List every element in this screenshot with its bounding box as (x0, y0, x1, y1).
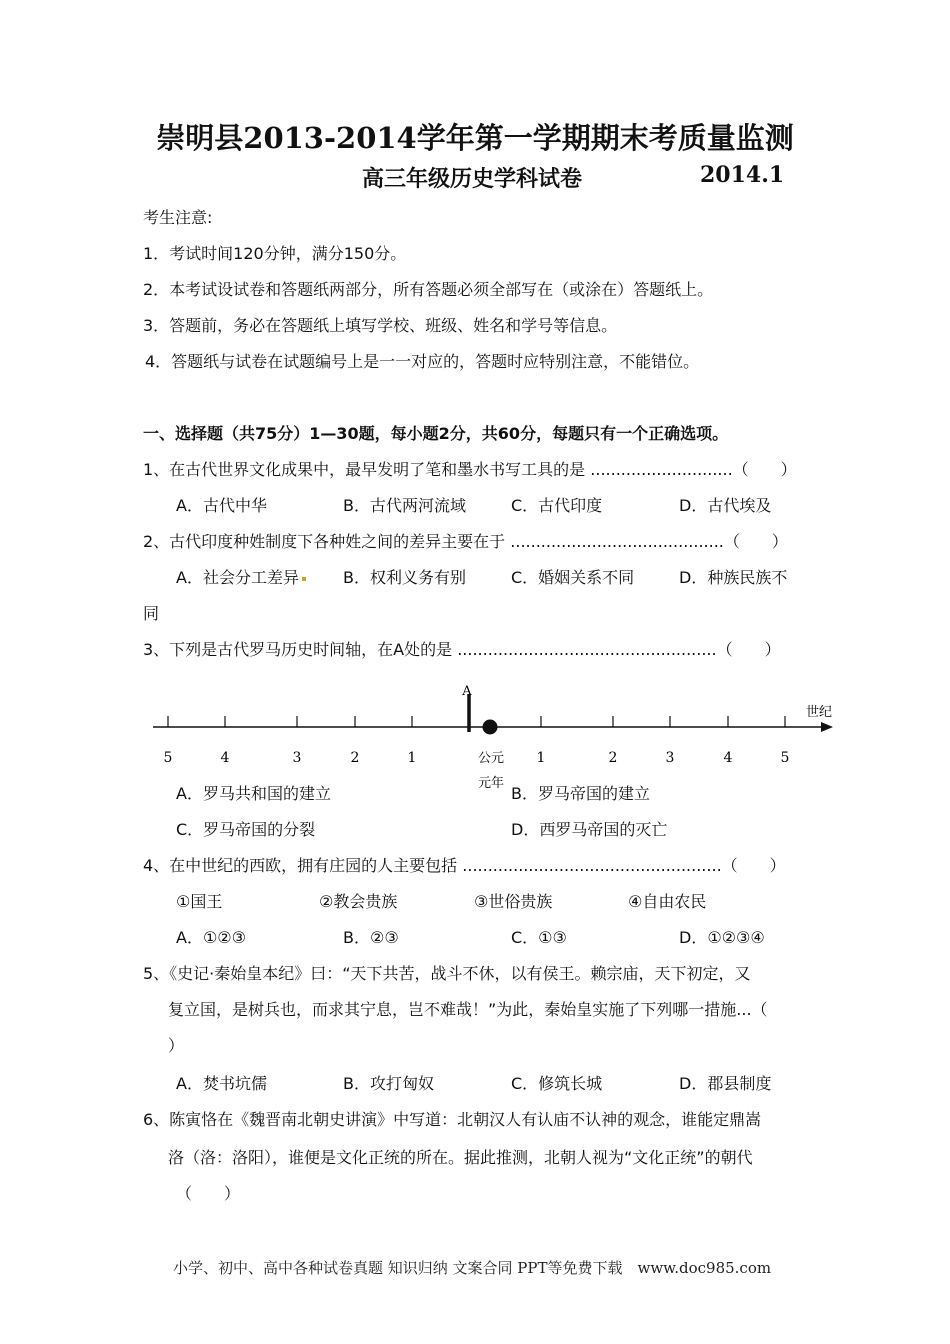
timeline-unit-label: 世纪 (805, 705, 833, 720)
q5-option-c: C．修筑长城 (511, 1074, 603, 1093)
q3-option-b: B．罗马帝国的建立 (511, 784, 650, 803)
timeline-tick-right-5: 5 (780, 750, 790, 766)
section-heading: 一、选择题（共75分）1—30题，每小题2分，共60分，每题只有一个正确选项。 (143, 424, 729, 443)
timeline-origin-label-1: 公元 (477, 751, 505, 766)
timeline-origin-dot (483, 720, 498, 735)
q5-option-a: A．焚书坑儒 (176, 1074, 267, 1093)
timeline-tick-left-5: 5 (163, 750, 173, 766)
q3-option-d: D．西罗马帝国的灭亡 (511, 820, 668, 839)
q1-stem: 1、在古代世界文化成果中，最早发明了笔和墨水书写工具的是 ............................（ ） (143, 460, 797, 479)
timeline-tick-left-3: 3 (292, 750, 302, 766)
notice-item-4: 4．答题纸与试卷在试题编号上是一一对应的，答题时应特别注意，不能错位。 (145, 352, 700, 371)
q1-option-d: D．古代埃及 (679, 496, 772, 515)
q6-line-2: 洛（洛：洛阳），谁便是文化正统的所在。据此推测，北朝人视为“文化正统”的朝代 (168, 1148, 753, 1167)
q4-option-b: B．②③ (343, 928, 399, 947)
q3-option-c: C．罗马帝国的分裂 (176, 820, 316, 839)
exam-date: 2014.1 (700, 162, 785, 188)
q4-option-c: C．①③ (511, 928, 567, 947)
notice-item-1: 1．考试时间120分钟，满分150分。 (143, 244, 407, 263)
q5-option-b: B．攻打匈奴 (343, 1074, 434, 1093)
q2-option-c: C．婚姻关系不同 (511, 568, 635, 587)
footer-text: 小学、初中、高中各种试卷真题 知识归纳 文案合同 PPT等免费下载 www.doc985.com (173, 1259, 772, 1277)
notice-item-2: 2．本考试设试卷和答题纸两部分，所有答题必须全部写在（或涂在）答题纸上。 (143, 280, 714, 299)
q5-line-3: ） (168, 1036, 185, 1055)
q2-option-a-wrap (176, 565, 306, 588)
timeline-tick-right-4: 4 (723, 750, 733, 766)
q4-item-1: ①国王 (176, 892, 223, 911)
q5-line-2: 复立国，是树兵也，而求其宁息，岂不难哉！”为此，秦始皇实施了下列哪一措施...（ (168, 1000, 768, 1019)
timeline-tick-left-1: 1 (407, 750, 417, 766)
timeline-arrow (821, 722, 833, 732)
q2-option-a: A．社会分工差异 (176, 568, 299, 587)
page-subtitle: 高三年级历史学科试卷 (362, 166, 583, 192)
highlight-dot (302, 577, 306, 581)
timeline-tick-right-3: 3 (665, 750, 675, 766)
q2-option-b: B．权利义务有别 (343, 568, 466, 587)
q4-option-a: A．①②③ (176, 928, 246, 947)
page-title: 崇明县2013-2014学年第一学期期末考质量监测 (156, 121, 794, 155)
q6-line-1: 6、陈寅恪在《魏晋南北朝史讲演》中写道：北朝汉人有认庙不认神的观念，谁能定鼎嵩 (143, 1110, 762, 1129)
timeline-tick-right-1: 1 (536, 750, 546, 766)
q3-stem: 3、下列是古代罗马历史时间轴，在A处的是 ...................................................（ ） (143, 640, 781, 659)
timeline-tick-left-4: 4 (220, 750, 230, 766)
timeline-ticks (168, 716, 785, 727)
q1-option-c: C．古代印度 (511, 496, 603, 515)
q3-option-a: A．罗马共和国的建立 (176, 784, 331, 803)
q6-line-3: （ ） (176, 1184, 241, 1203)
notice-heading: 考生注意: (143, 208, 213, 227)
timeline-marker-label: A (462, 684, 472, 699)
q1-option-a: A．古代中华 (176, 496, 267, 515)
timeline-chart (145, 680, 845, 795)
timeline-tick-left-2: 2 (350, 750, 360, 766)
q4-item-4: ④自由农民 (628, 892, 707, 911)
timeline-origin-label-2: 元年 (477, 776, 505, 791)
timeline-tick-right-2: 2 (608, 750, 618, 766)
q2-option-d-wrap: 同 (143, 604, 160, 623)
q5-line-1: 5、《史记·秦始皇本纪》曰：“天下共苦，战斗不休，以有侯王。赖宗庙，天下初定，又 (143, 964, 751, 983)
q2-option-d: D．种族民族不 (679, 568, 788, 587)
q1-option-b: B．古代两河流域 (343, 496, 466, 515)
q4-option-d: D．①②③④ (679, 928, 765, 947)
q4-stem: 4、在中世纪的西欧，拥有庄园的人主要包括 ...................................................（ ） (143, 856, 786, 875)
notice-item-3: 3．答题前，务必在答题纸上填写学校、班级、姓名和学号等信息。 (143, 316, 618, 335)
q2-stem: 2、古代印度种姓制度下各种姓之间的差异主要在于 ..........................................（ ） (143, 532, 788, 551)
q4-item-2: ②教会贵族 (319, 892, 398, 911)
q5-option-d: D．郡县制度 (679, 1074, 772, 1093)
q4-item-3: ③世俗贵族 (474, 892, 553, 911)
